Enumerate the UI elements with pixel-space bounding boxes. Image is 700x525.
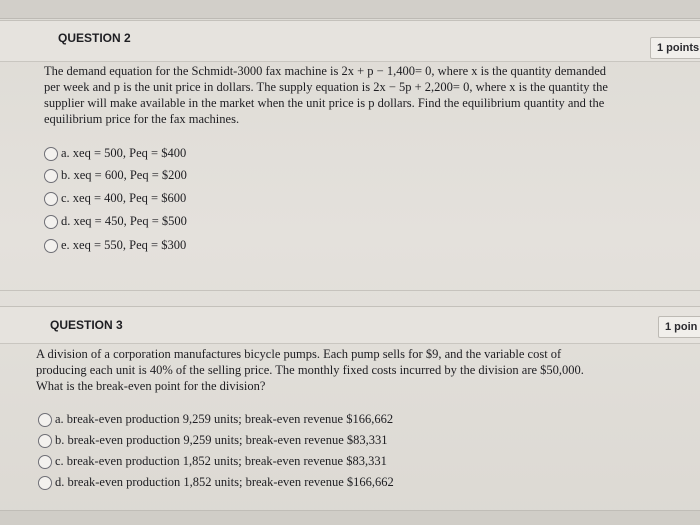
question-2-text-line-1: The demand equation for the Schmidt-3000 fax machine is 2x + p − 1,400= 0, where x is the quantity demanded — [44, 64, 606, 78]
question-2-option-a[interactable] — [44, 146, 186, 161]
radio-button-icon[interactable] — [38, 455, 52, 469]
question-3-text — [36, 346, 656, 394]
question-2-option-e[interactable] — [44, 238, 186, 253]
radio-button-icon[interactable] — [44, 239, 58, 253]
question-2-option-d[interactable] — [44, 214, 187, 229]
question-2-text-line-4: equilibrium price for the fax machines. — [44, 112, 240, 126]
option-label: c. break-even production 1,852 units; break-even revenue $83,331 — [55, 454, 387, 468]
option-label: a. break-even production 9,259 units; break-even revenue $166,662 — [55, 412, 394, 426]
option-label: d. break-even production 1,852 units; break-even revenue $166,662 — [55, 475, 394, 489]
question-3-option-d[interactable] — [38, 475, 394, 490]
option-label: a. xeq = 500, Peq = $400 — [61, 146, 187, 160]
radio-button-icon[interactable] — [44, 192, 58, 206]
radio-button-icon[interactable] — [38, 413, 52, 427]
option-label: d. xeq = 450, Peq = $500 — [61, 214, 187, 228]
top-strip — [0, 0, 700, 19]
option-label: b. xeq = 600, Peq = $200 — [61, 168, 187, 182]
question-3-title: QUESTION 3 — [50, 318, 123, 332]
question-3-text-line-2: producing each unit is 40% of the selling price. The monthly fixed costs incurred by the division are $50,000. — [36, 363, 584, 377]
question-2-text — [44, 63, 654, 127]
radio-button-icon[interactable] — [44, 147, 58, 161]
separator — [0, 290, 700, 291]
option-label: c. xeq = 400, Peq = $600 — [61, 191, 187, 205]
question-2-text-line-3: supplier will make available in the market when the unit price is p dollars. Find the equilibrium quantity and the — [44, 96, 605, 110]
option-label: e. xeq = 550, Peq = $300 — [61, 238, 187, 252]
question-3-text-line-3: What is the break-even point for the division? — [36, 379, 266, 393]
question-3-option-c[interactable] — [38, 454, 387, 469]
question-2-option-b[interactable] — [44, 168, 187, 183]
question-3-text-line-1: A division of a corporation manufactures bicycle pumps. Each pump sells for $9, and the variable cost of — [36, 347, 562, 361]
question-2-option-c[interactable] — [44, 191, 186, 206]
radio-button-icon[interactable] — [44, 215, 58, 229]
question-2-points: 1 points — [650, 37, 700, 59]
radio-button-icon[interactable] — [38, 476, 52, 490]
question-3-option-b[interactable] — [38, 433, 388, 448]
option-label: b. break-even production 9,259 units; break-even revenue $83,331 — [55, 433, 388, 447]
question-2-text-line-2: per week and p is the unit price in dollars. The supply equation is 2x − 5p + 2,200= 0, where x is the quantity the — [44, 80, 608, 94]
question-3-points: 1 poin — [658, 316, 700, 338]
footer-strip — [0, 510, 700, 525]
question-3-option-a[interactable] — [38, 412, 393, 427]
radio-button-icon[interactable] — [44, 169, 58, 183]
radio-button-icon[interactable] — [38, 434, 52, 448]
question-2-title: QUESTION 2 — [58, 31, 131, 45]
